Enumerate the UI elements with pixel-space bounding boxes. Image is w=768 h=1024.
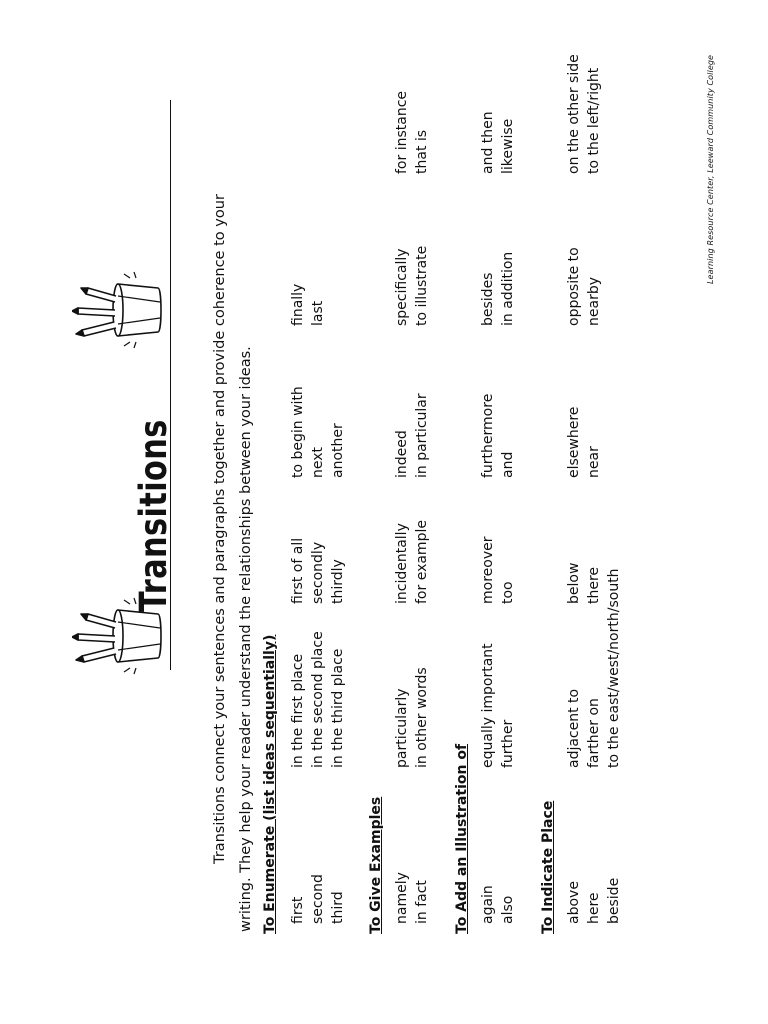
transition-word: to illustrate [414,245,430,326]
transition-word: first [290,896,306,924]
transition-word: equally important [480,643,496,768]
transition-word: moreover [480,536,496,604]
transition-word: in addition [500,251,516,326]
transition-word: finally [290,283,306,326]
transition-word: thirdly [330,559,346,604]
page-title: Transitions [132,419,175,612]
transition-word: in the first place [290,653,306,768]
transition-word: further [500,719,516,768]
transition-word: third [330,891,346,924]
word-column [288,284,328,326]
section-heading-illustration: To Add an Illustration of [454,743,470,934]
transition-word: to the left/right [586,67,602,174]
intro-line-1: Transitions connect your sentences and paragraphs together and provide coherence to your [212,194,228,864]
transition-word: again [480,885,496,924]
transition-word: adjacent to [566,688,582,768]
word-column [392,91,432,174]
transition-word: for example [414,520,430,604]
word-column [478,394,518,478]
intro-line-2: writing. They help your reader understand the relationships between your ideas. [238,346,254,932]
transition-word: elsewhere [566,406,582,478]
transition-word: on the other side [566,54,582,174]
transition-word: furthermore [480,393,496,478]
section-heading-examples: To Give Examples [368,796,384,934]
transition-word: next [310,446,326,478]
transition-word: farther on [586,698,602,768]
word-column [392,246,432,326]
section-heading-place: To Indicate Place [540,800,556,934]
transition-word: near [586,446,602,478]
footer-credit: Learning Resource Center, Leeward Community College [706,54,715,284]
word-column [288,538,348,604]
word-column [392,520,432,604]
word-column [288,386,348,478]
transition-word: above [566,881,582,924]
transition-word: below [566,562,582,604]
transition-word: another [330,423,346,478]
word-column [564,563,604,604]
word-column [478,252,518,326]
word-column [392,393,432,478]
word-column [392,872,432,924]
transition-word: in fact [414,880,430,924]
word-column [564,247,604,326]
transition-word: also [500,895,516,924]
transition-word: there [586,566,602,604]
transition-word: and [500,451,516,478]
transition-word: in the second place [310,631,326,768]
transition-word: beside [606,877,622,924]
transition-word: nearby [586,277,602,326]
word-column [288,631,348,768]
transition-word: here [586,892,602,924]
transition-word: secondly [310,541,326,604]
word-column [564,54,604,174]
transition-word: likewise [500,118,516,174]
word-column [478,537,518,604]
transition-word: in the third place [330,648,346,768]
transition-word: to the east/west/north/south [606,568,622,768]
word-column [564,878,624,924]
word-column [288,874,348,924]
transition-word: last [310,300,326,326]
transition-word: opposite to [566,247,582,326]
transition-word: in other words [414,667,430,768]
word-column [478,643,518,768]
section-heading-enumerate: To Enumerate (list ideas sequentially) [262,634,278,934]
transition-word: and then [480,111,496,174]
transition-word: particularly [394,688,410,768]
transition-word: in particular [414,393,430,478]
word-column [392,667,432,768]
transition-word: to begin with [290,386,306,478]
transition-word: incidentally [394,523,410,604]
transition-word: namely [394,872,410,924]
word-column [478,885,518,924]
word-column [478,111,518,174]
transition-word: indeed [394,430,410,478]
transition-word: first of all [290,537,306,604]
transition-word: for instance [394,90,410,174]
word-column [564,407,604,478]
transition-word: that is [414,129,430,174]
transition-word: too [500,581,516,604]
transition-word: specifically [394,248,410,326]
transition-word: besides [480,272,496,326]
transition-word: second [310,874,326,924]
